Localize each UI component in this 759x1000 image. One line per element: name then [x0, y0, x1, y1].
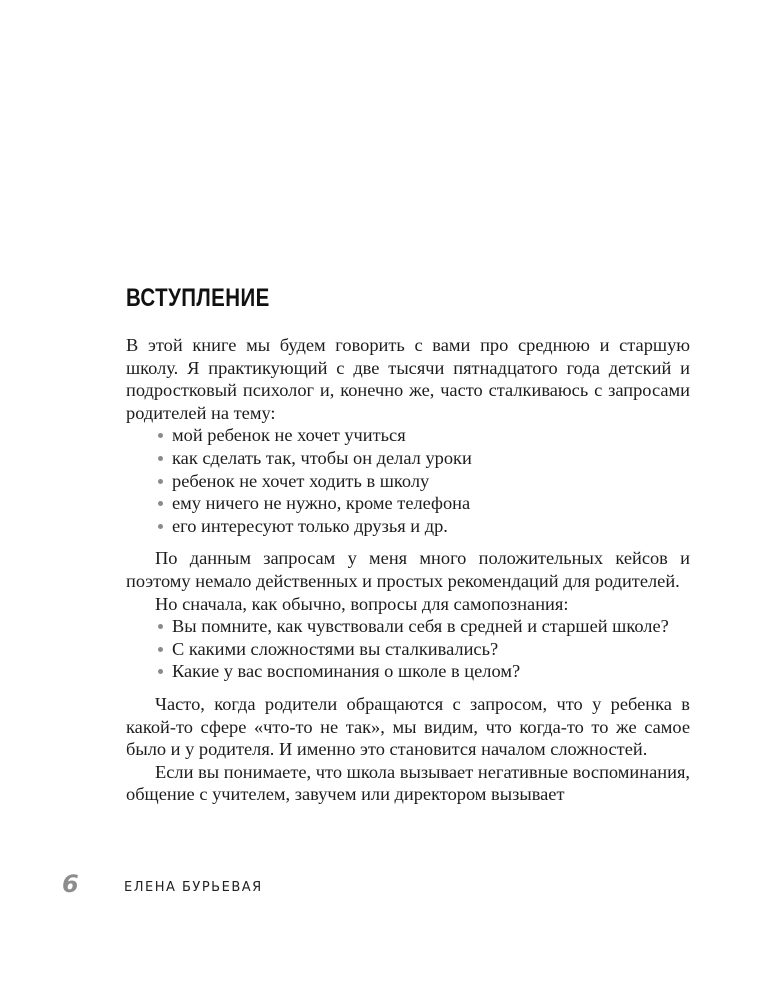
paragraph-school-memories: Если вы понимаете, что школа вызывает негативные воспоминания, общение с учителем, завучем или директором вызывает — [126, 761, 690, 805]
bullet-icon — [158, 501, 163, 506]
bullet-icon — [158, 647, 163, 652]
list-item: ему ничего не нужно, кроме телефона — [172, 492, 690, 515]
list-item: его интересуют только друзья и др. — [172, 515, 690, 538]
self-reflection-list — [126, 615, 690, 683]
list-item: С какими сложностями вы сталкивались? — [172, 638, 690, 661]
chapter-heading: ВСТУПЛЕНИЕ — [126, 284, 270, 312]
running-footer-author: ЕЛЕНА БУРЬЕВАЯ — [124, 880, 263, 895]
list-item: как сделать так, чтобы он делал уроки — [172, 447, 690, 470]
bullet-icon — [158, 669, 163, 674]
paragraph-cases: По данным запросам у меня много положительных кейсов и поэтому немало действенных и простых рекомендаций для родителей. — [126, 548, 690, 591]
bullet-icon — [158, 456, 163, 461]
paragraph-parents: Часто, когда родители обращаются с запросом, что у ребенка в какой-то сфере «что-то не так», мы видим, что когда-то то же самое было и у родителя. И именно это становится началом сложностей. — [126, 693, 690, 760]
list-item: Какие у вас воспоминания о школе в целом? — [172, 660, 690, 683]
bullet-icon — [158, 433, 163, 438]
body-text — [126, 334, 690, 806]
bullet-icon — [158, 479, 163, 484]
page-number: 6 — [62, 870, 79, 898]
list-item: Вы помните, как чувствовали себя в средней и старшей школе? — [172, 615, 690, 638]
paragraph-questions-intro: Но сначала, как обычно, вопросы для самопознания: — [155, 593, 569, 614]
bullet-icon — [158, 524, 163, 529]
parent-requests-list — [126, 424, 690, 537]
bullet-icon — [158, 624, 163, 629]
list-item: ребенок не хочет ходить в школу — [172, 470, 690, 493]
paragraph-intro: В этой книге мы будем говорить с вами про среднюю и старшую школу. Я практикующий с две тысячи пятнадцатого года детский и подростковый психолог и, конечно же, часто сталкиваюсь с запросами родителей на тему: — [126, 335, 690, 423]
list-item: мой ребенок не хочет учиться — [172, 424, 690, 447]
